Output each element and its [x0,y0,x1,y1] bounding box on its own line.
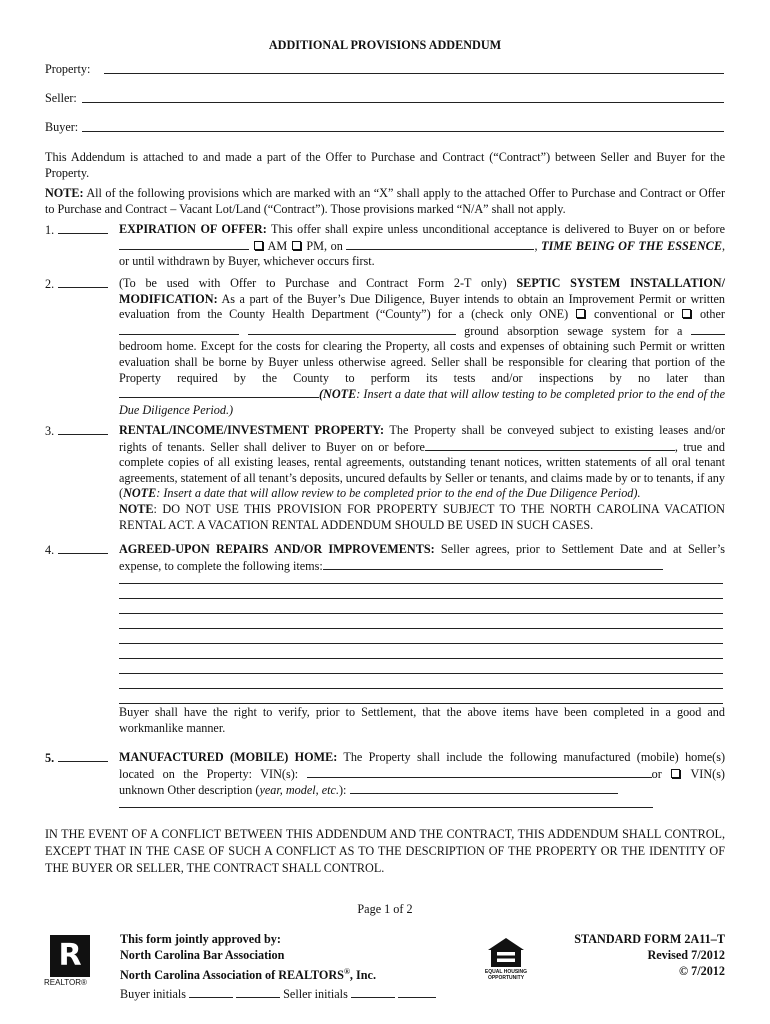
standard-form-number: STANDARD FORM 2A11–T [574,932,725,946]
conflict-clause: IN THE EVENT OF A CONFLICT BETWEEN THIS ADDENDUM AND THE CONTRACT, THIS ADDENDUM SHALL CONTROL, EXCEPT THAT IN THE CASE OF SUCH A CONFLICT AS TO THE DESCRIPTION OF THE PROPERTY OR THE IDENTITY OF THE BUYER OR SELLER, THE CONTRACT SHALL CONTROL. [45,827,725,875]
revised-date: Revised 7/2012 [647,948,725,962]
vin-unknown-checkbox[interactable] [671,769,680,778]
item-1-number: 1. [45,222,108,239]
other-field-2[interactable] [248,323,456,335]
repairs-line-1[interactable] [119,583,723,584]
property-field[interactable] [104,73,724,74]
item-2-date-field[interactable] [119,386,319,398]
seller-field[interactable] [82,102,724,103]
item-4-mark-field[interactable] [58,542,108,554]
conventional-checkbox[interactable] [576,309,585,318]
intro-paragraph: This Addendum is attached to and made a part of the Offer to Purchase and Contract (“Contract”) between Seller and Buyer for the Property. [45,150,725,180]
note-intro-text: All of the following provisions which are marked with an “X” shall apply to the attached Offer to Purchase and Contract or Offer to Purchase and Contract – Vacant Lot/Land (“Contract”). Those provisions marked “N/A” shall not apply. [45,186,725,216]
repairs-line-7[interactable] [119,673,723,674]
item-1-mark-field[interactable] [58,222,108,234]
realtor-logo-icon: R [50,935,90,977]
repairs-line-0[interactable] [323,558,663,570]
item-4-verify-text: Buyer shall have the right to verify, prior to Settlement, that the above items have been completed in a good and workmanlike manner. [119,705,725,735]
item-4-repairs: AGREED-UPON REPAIRS AND/OR IMPROVEMENTS: Seller agrees, prior to Settlement Date and at Seller’s expense, to complete the following items: [119,542,725,573]
am-checkbox[interactable] [254,241,263,250]
copyright: © 7/2012 [678,964,725,978]
item-3-date-field[interactable] [425,439,675,451]
seller-initials-field-2[interactable] [398,986,436,998]
nc-realtors-association: North Carolina Association of REALTORS®, Inc. [120,967,376,983]
item-3-rental-property: RENTAL/INCOME/INVESTMENT PROPERTY: The Property shall be conveyed subject to existing leases and/or rights of tenants. Seller shall deliver to Buyer on or before , true and complete copies of all existing leases, rental agreements, outstanding tenant notices, written statements of all oral tenant agreements, statement of all tenant’s deposits, uncured defaults by Seller or tenants, and claims made by or to tenants, if any (NOTE: Insert a date that will allow review to be completed prior to the end of the Due Diligence Period). NOTE: DO NOT USE THIS PROVISION FOR PROPERTY SUBJECT TO THE NORTH CAROLINA VACATION RENTAL ACT. A VACATION RENTAL ADDENDUM SHOULD BE USED IN SUCH CASES. [119,423,725,532]
buyer-label: Buyer: [45,120,79,134]
buyer-field[interactable] [82,131,724,132]
item-3-heading: RENTAL/INCOME/INVESTMENT PROPERTY: [119,423,385,437]
repairs-line-4[interactable] [119,628,723,629]
item-2-septic-system: (To be used with Offer to Purchase and Contract Form 2-T only) SEPTIC SYSTEM INSTALLATION/ MODIFICATION: As a part of the Buyer’s Due Diligence, Buyer intends to obtain an Improvement Permit or written evaluation from the County Health Department (“County”) for a (check only ONE) conventional or other ground absorption sewage system for a bedroom home. Except for the costs for clearing the Property, all costs and expenses of obtaining such Permit or written evaluation shall be borne by Buyer unless otherwise agreed. Seller shall be responsible for clearing that portion of the Property required by the County to perform its tests and/or inspections by no later than (NOTE: Insert a date that will allow testing to be completed prior to the end of the Due Diligence Period.) [119,276,725,417]
seller-initials-field-1[interactable] [351,986,395,998]
item-5-manufactured-home: MANUFACTURED (MOBILE) HOME: The Property shall include the following manufactured (mobile) home(s) located on the Property: VIN(s): or VIN(s) unknown Other description (year, model, etc.): [119,750,726,798]
repairs-line-2[interactable] [119,598,723,599]
item-5-heading: MANUFACTURED (MOBILE) HOME: [119,750,338,764]
realtor-caption: REALTOR® [44,978,87,987]
item-1-time-field[interactable] [119,238,249,250]
page-number: Page 1 of 2 [357,902,413,916]
item-5-mark-field[interactable] [58,750,108,762]
bedroom-count-field[interactable] [691,323,725,335]
approved-by: This form jointly approved by: [120,932,281,946]
repairs-line-3[interactable] [119,613,723,614]
other-checkbox[interactable] [682,309,691,318]
pm-checkbox[interactable] [292,241,301,250]
description-field-2[interactable] [119,807,653,808]
buyer-initials-field-2[interactable] [236,986,280,998]
description-field-1[interactable] [350,782,618,794]
buyer-initials-field-1[interactable] [189,986,233,998]
document-title: ADDITIONAL PROVISIONS ADDENDUM [268,38,502,52]
vin-field[interactable] [307,766,652,778]
note-intro [45,186,725,217]
item-1-date-field[interactable] [346,238,534,250]
repairs-line-5[interactable] [119,643,723,644]
item-1-heading: EXPIRATION OF OFFER: [119,222,267,236]
item-4-number: 4. [45,542,108,559]
repairs-line-6[interactable] [119,658,723,659]
item-5-number: 5. [45,750,108,767]
item-3-number: 3. [45,423,108,440]
other-field-1[interactable] [119,323,239,335]
item-2-mark-field[interactable] [58,276,108,288]
repairs-line-9[interactable] [119,703,723,704]
nc-bar-association: North Carolina Bar Association [120,948,285,962]
property-label: Property: [45,62,91,76]
seller-label: Seller: [45,91,77,105]
note-intro-label: NOTE: [45,186,84,200]
item-2-number: 2. [45,276,108,293]
item-2-heading: SEPTIC SYSTEM INSTALLATION/ MODIFICATION: [119,276,725,306]
eho-caption: EQUAL HOUSING OPPORTUNITY [484,969,528,981]
initials-row: Buyer initials Seller initials [120,986,436,1002]
time-of-essence: TIME BEING OF THE ESSENCE [541,238,722,253]
item-4-heading: AGREED-UPON REPAIRS AND/OR IMPROVEMENTS: [119,542,435,556]
repairs-line-8[interactable] [119,688,723,689]
item-1-expiration-of-offer: EXPIRATION OF OFFER: This offer shall expire unless unconditional acceptance is delivered to Buyer on or before AM PM, on , TIME BEING OF THE ESSENCE, or until withdrawn by Buyer, whichever occurs first. [119,222,725,269]
item-3-mark-field[interactable] [58,423,108,435]
